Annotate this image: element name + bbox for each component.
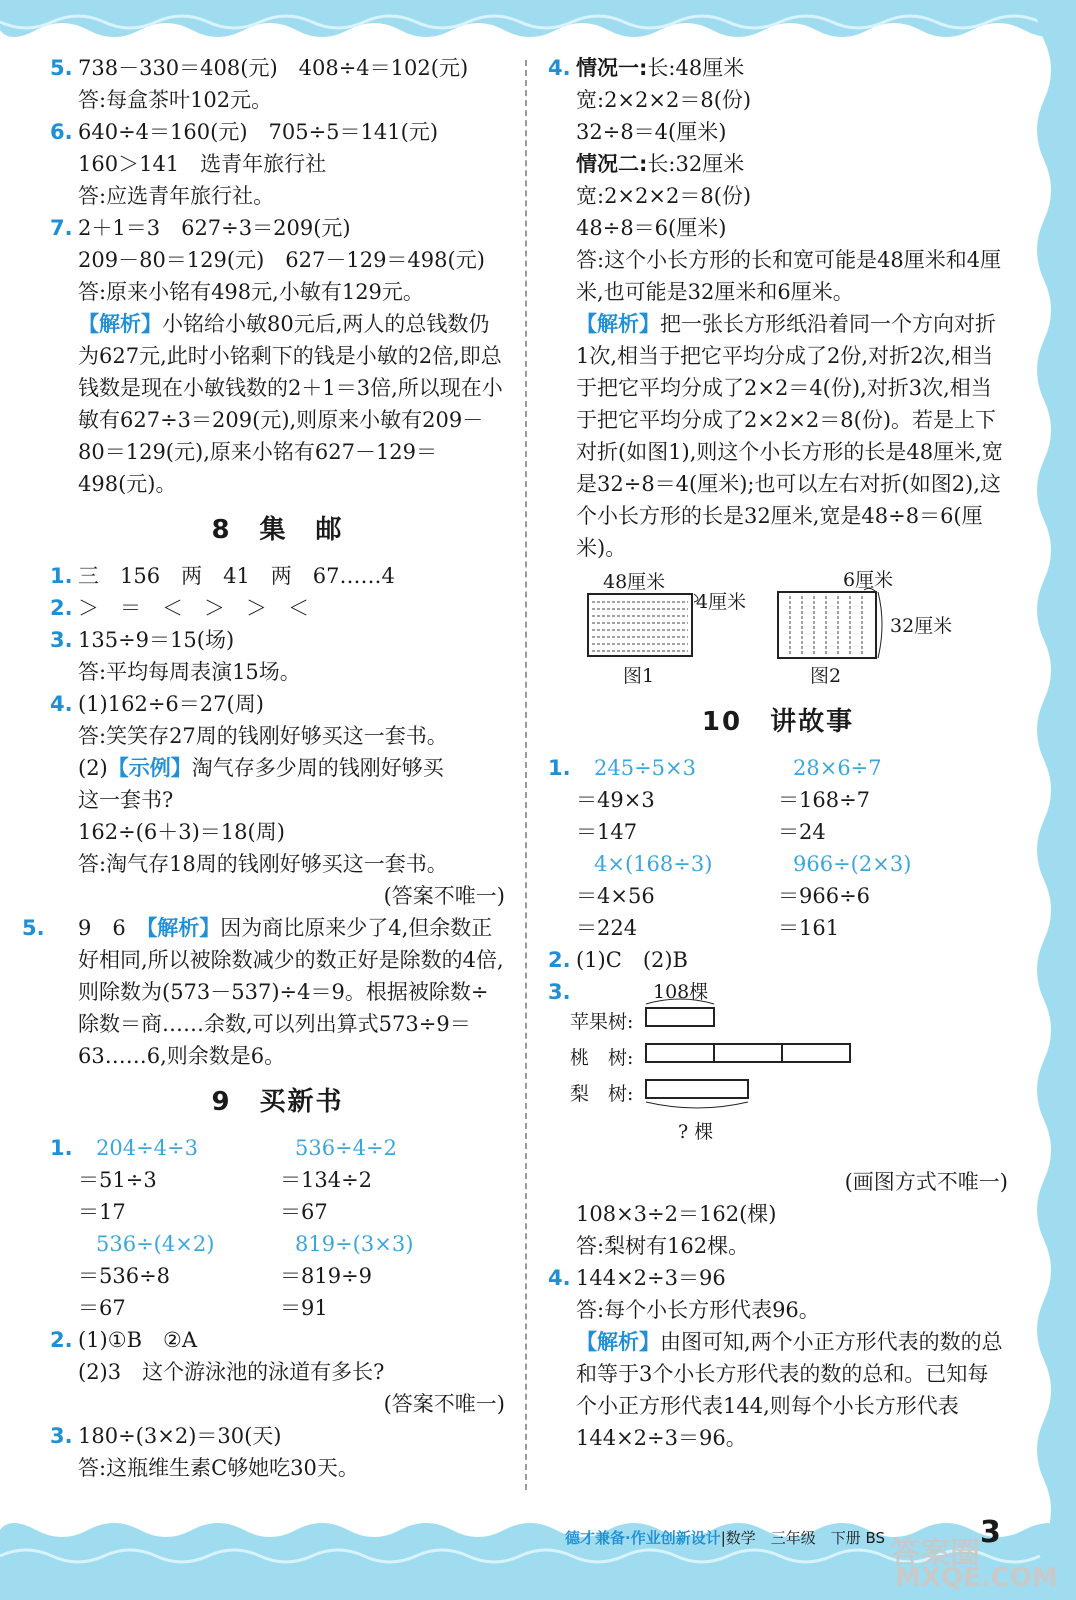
s8-answer-4	[50, 688, 505, 912]
answer-line: 这一套书?	[78, 788, 174, 812]
step: ＝147	[576, 820, 638, 844]
answer-line: 长:48厘米	[647, 56, 745, 80]
expression: 204÷4÷3	[96, 1136, 198, 1160]
s10-answer-4	[548, 1262, 1008, 1454]
question-number: 5.	[22, 916, 45, 940]
analysis-text: 小铭给小敏80元后,两人的总钱数仍为627元,此时小铭剩下的钱是小敏的2倍,即总钱数是现在小敏钱数的2＋1＝3倍,所以现在小敏有627÷3＝209(元),则原来小敏有209－80＝129(元),原来小铭有627－129＝498(元)。	[78, 312, 503, 496]
expression: 966÷(2×3)	[793, 852, 912, 876]
footer-brand: 德才兼备·作业创新设计	[565, 1529, 721, 1547]
section-title-10: 10 讲故事	[701, 707, 855, 737]
answer-4	[548, 52, 1008, 692]
s10-answer-1	[548, 752, 1008, 944]
question-number: 2.	[50, 596, 73, 620]
expression: 4×(168÷3)	[594, 852, 713, 876]
expression: 536÷4÷2	[295, 1136, 397, 1160]
answer-line: (1)162÷6＝27(周)	[78, 692, 264, 716]
case-label: 情况二:	[576, 152, 648, 176]
question-number: 1.	[50, 1136, 73, 1160]
analysis-block	[50, 308, 505, 500]
top-wave-border	[0, 0, 1076, 58]
step: ＝819÷9	[280, 1264, 373, 1288]
question-number: 1.	[548, 756, 571, 780]
fig2-length-label: 32厘米	[890, 615, 953, 637]
answer-line: 738－330＝408(元) 408÷4＝102(元)	[78, 56, 469, 80]
watermark-url: MXQE.COM	[895, 1563, 1058, 1593]
step: ＝24	[778, 820, 826, 844]
answer-line: (1)C (2)B	[576, 948, 688, 972]
case-label: 情况一:	[576, 56, 648, 80]
question-number: 1.	[50, 564, 73, 588]
watermark-logo: 答案圈	[890, 1536, 980, 1571]
note-not-unique: (答案不唯一)	[383, 884, 505, 908]
pear-label: 梨 树:	[570, 1083, 634, 1105]
step: ＝4×56	[576, 884, 655, 908]
answer-line: 180÷(3×2)＝30(天)	[78, 1424, 282, 1448]
s10-answer-2	[548, 944, 1008, 976]
s9-answer-1	[50, 1132, 505, 1324]
answer-line: 宽:2×2×2＝8(份)	[576, 184, 752, 208]
step: ＝49×3	[576, 788, 655, 812]
answer-line: (1)①B ②A	[78, 1328, 197, 1352]
step: ＝168÷7	[778, 788, 871, 812]
answer-line: 144×2÷3＝96	[576, 1266, 726, 1290]
answer-line: (2)	[78, 756, 108, 780]
fig2-width-label: 6厘米	[843, 569, 894, 591]
section-title-9: 9 买新书	[211, 1087, 344, 1117]
answer-line: 160＞141 选青年旅行社	[78, 152, 327, 176]
answer-line: 长:32厘米	[647, 152, 745, 176]
answer-line: 640÷4＝160(元) 705÷5＝141(元)	[78, 120, 439, 144]
answer-line: 答:每盒茶叶102元。	[78, 88, 273, 112]
s8-answer-3	[50, 624, 505, 688]
fig1-caption: 图1	[623, 665, 655, 687]
footer-subject: |数学 三年级 下册 BS	[720, 1529, 886, 1547]
answer-line: 答:原来小铭有498元,小敏有129元。	[78, 280, 424, 304]
answer-line: 9 6	[78, 916, 147, 940]
answer-line: 48÷8＝6(厘米)	[576, 216, 727, 240]
step: ＝67	[280, 1200, 328, 1224]
answer-line: 209－80＝129(元) 627－129＝498(元)	[78, 248, 485, 272]
question-number: 5.	[50, 56, 73, 80]
expression: 819÷(3×3)	[295, 1232, 414, 1256]
step: ＝536÷8	[78, 1264, 171, 1288]
answer-line: ＞ ＝ ＜ ＞ ＞ ＜	[78, 596, 309, 620]
question-number: 3.	[50, 1424, 73, 1448]
s8-answer-5	[22, 912, 505, 1072]
step: ＝134÷2	[280, 1168, 373, 1192]
analysis-tag: 【解析】	[576, 1329, 660, 1354]
apple-count-label: 108棵	[653, 981, 709, 1003]
analysis-tag: 【解析】	[78, 311, 162, 336]
fig1-length-label: 48厘米	[603, 571, 666, 593]
s10-answer-3	[548, 976, 1008, 1262]
right-wave-border	[1014, 0, 1076, 1600]
answer-line: 答:梨树有162棵。	[576, 1234, 750, 1258]
apple-label: 苹果树:	[570, 1011, 634, 1033]
page-number: 3	[980, 1515, 1001, 1550]
example-tag: 【示例】	[107, 755, 192, 780]
answer-5	[50, 52, 505, 116]
answer-line: 32÷8＝4(厘米)	[576, 120, 727, 144]
step: ＝17	[78, 1200, 126, 1224]
pear-unknown-label: ? 棵	[678, 1121, 714, 1143]
step: ＝91	[280, 1296, 328, 1320]
step: ＝224	[576, 916, 638, 940]
column-divider	[525, 60, 527, 1490]
footer	[565, 1527, 885, 1548]
answer-line: 答:这个小长方形的长和宽可能是48厘米和4厘米,也可能是32厘米和6厘米。	[576, 248, 1002, 304]
analysis-tag: 【解析】	[146, 915, 221, 940]
fig2-diagram	[776, 588, 886, 660]
left-column	[22, 52, 505, 1484]
question-number: 2.	[50, 1328, 73, 1352]
answer-line: 162÷(6＋3)＝18(周)	[78, 820, 285, 844]
answer-line: 135÷9＝15(场)	[78, 628, 235, 652]
s8-answer-2	[50, 592, 505, 624]
expression: 245÷5×3	[594, 756, 696, 780]
answer-line: 宽:2×2×2＝8(份)	[576, 88, 752, 112]
answer-line: 答:笑笑存27周的钱刚好够买这一套书。	[78, 724, 448, 748]
analysis-block	[548, 1326, 1008, 1454]
analysis-tag: 【解析】	[576, 311, 660, 336]
step: ＝67	[78, 1296, 126, 1320]
question-number: 6.	[50, 120, 73, 144]
analysis-text: 由图可知,两个小正方形代表的数的总和等于3个小长方形代表的数的总和。已知每个小正方形代表144,则每个小长方形代表144×2÷3＝96。	[576, 1330, 1003, 1450]
answer-line: 答:平均每周表演15场。	[78, 660, 301, 684]
bar-segments	[644, 996, 864, 1126]
question-number: 3.	[50, 628, 73, 652]
answer-line: 答:应选青年旅行社。	[78, 184, 275, 208]
answer-line: 答:这瓶维生素C够她吃30天。	[78, 1456, 359, 1480]
answer-line: 答:淘气存18周的钱刚好够买这一套书。	[78, 852, 448, 876]
analysis-text: 把一张长方形纸沿着同一个方向对折1次,相当于把它平均分成了2份,对折2次,相当于把它平均分成了2×2＝4(份),对折3次,相当于把它平均分成了2×2×2＝8(份)。若是上下对折(如图1),则这个小长方形的长是48厘米,宽是32÷8＝4(厘米);也可以左右对折(如图2),这个小长方形的长是32厘米,宽是48÷8＝6(厘米)。	[576, 312, 1003, 560]
expression: 536÷(4×2)	[96, 1232, 215, 1256]
folding-figures	[548, 564, 1008, 692]
fig1-diagram	[586, 592, 706, 658]
question-number: 3.	[548, 980, 571, 1004]
answer-6	[50, 116, 505, 212]
expression: 28×6÷7	[793, 756, 882, 780]
s9-answer-3	[50, 1420, 505, 1484]
question-number: 4.	[548, 56, 571, 80]
note-not-unique: (画图方式不唯一)	[844, 1170, 1008, 1194]
question-number: 7.	[50, 216, 73, 240]
s8-answer-1	[50, 560, 505, 592]
answer-line: 108×3÷2＝162(棵)	[576, 1202, 777, 1226]
question-number: 2.	[548, 948, 571, 972]
analysis-text: 因为商比原来少了4,但余数正好相同,所以被除数减少的数正好是除数的4倍,则除数为(573－537)÷4＝9。根据被除数÷除数＝商……余数,可以列出算式573÷9＝63……6,则余数是6。	[78, 916, 504, 1068]
question-number: 4.	[548, 1266, 571, 1290]
step: ＝51÷3	[78, 1168, 157, 1192]
answer-7	[50, 212, 505, 500]
fig1-width-label: 4厘米	[696, 591, 747, 613]
peach-label: 桃 树:	[570, 1047, 634, 1069]
step: ＝161	[778, 916, 840, 940]
section-title-8: 8 集 邮	[211, 515, 344, 545]
answer-line: 2＋1＝3 627÷3＝209(元)	[78, 216, 351, 240]
answer-line: 三 156 两 41 两 67……4	[78, 564, 395, 588]
tree-bar-diagram	[548, 976, 1008, 1166]
question-number: 4.	[50, 692, 73, 716]
answer-line: 淘气存多少周的钱刚好够买	[191, 756, 444, 780]
s9-answer-2	[50, 1324, 505, 1420]
step: ＝966÷6	[778, 884, 871, 908]
answer-line: (2)3 这个游泳池的泳道有多长?	[78, 1360, 385, 1384]
right-column	[548, 52, 1008, 1454]
fig2-caption: 图2	[810, 665, 842, 687]
note-not-unique: (答案不唯一)	[383, 1392, 505, 1416]
answer-line: 答:每个小长方形代表96。	[576, 1298, 820, 1322]
analysis-block	[548, 308, 1008, 564]
